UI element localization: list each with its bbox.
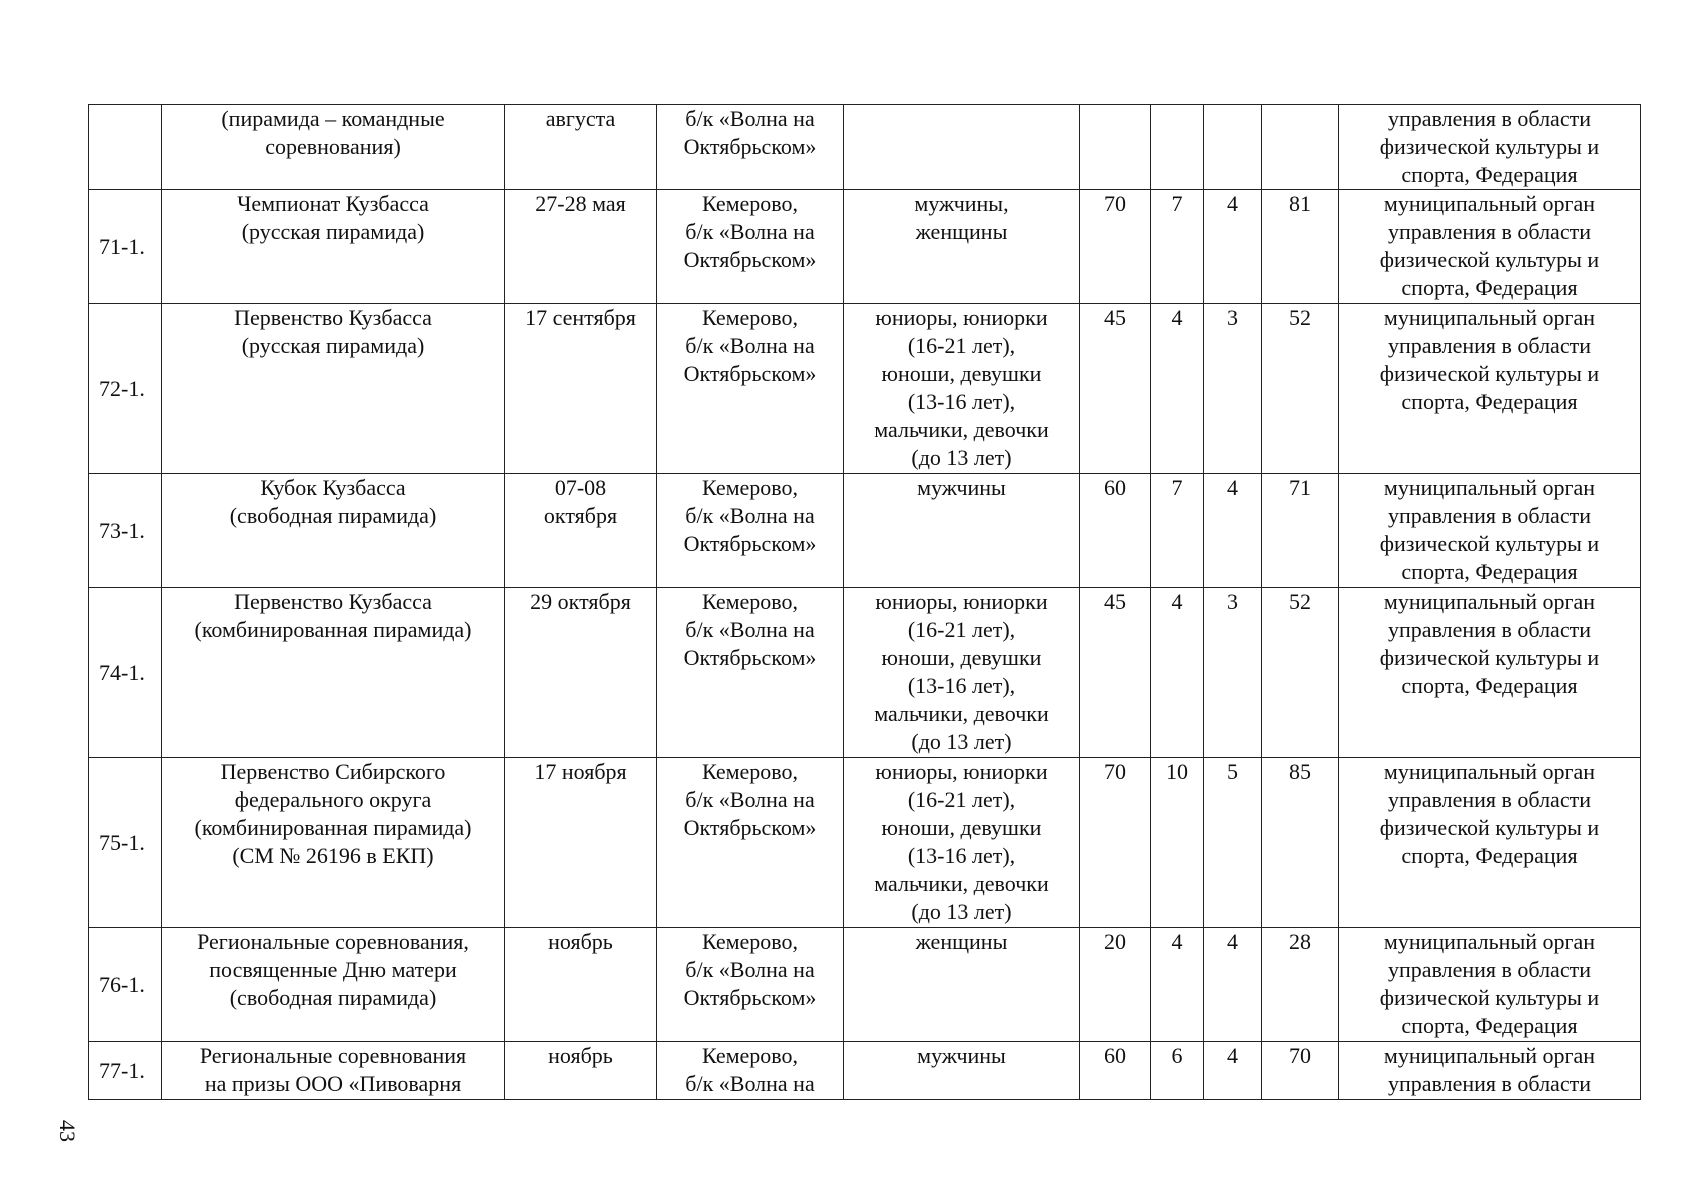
cell-text-line: физической культуры и	[1379, 815, 1600, 840]
cell-text-line: Региональные соревнования	[199, 1043, 467, 1068]
cell-text-line: Октябрьском»	[683, 247, 817, 272]
cell-text-line: Октябрьском»	[683, 985, 817, 1010]
athletes-count-cell: 20	[1080, 928, 1151, 1042]
cell-text-line: (16-21 лет),	[907, 617, 1016, 642]
athletes-count-cell: 60	[1080, 474, 1151, 588]
cell-text-line: посвященные Дню матери	[209, 957, 457, 982]
cell-text-line: 27-28 мая	[535, 191, 626, 216]
coaches-count-cell: 4	[1151, 588, 1204, 758]
cell-text-line: муниципальный орган	[1383, 759, 1596, 784]
total-count-cell: 52	[1262, 588, 1339, 758]
cell-text-line: федерального округа	[234, 787, 432, 812]
participants-cell	[844, 588, 1080, 758]
cell-text-line: (свободная пирамида)	[229, 985, 437, 1010]
cell-text-line: Региональные соревнования,	[197, 929, 469, 954]
cell-text-line: б/к «Волна на	[685, 219, 815, 244]
total-count-cell: 70	[1262, 1042, 1339, 1100]
cell-text-line: б/к «Волна на	[685, 503, 815, 528]
event-name-cell	[162, 928, 505, 1042]
total-count-cell	[1262, 105, 1339, 190]
cell-text-line: Первенство Сибирского	[220, 759, 446, 784]
cell-text-line: Кемерово,	[701, 589, 799, 614]
coaches-count-cell: 6	[1151, 1042, 1204, 1100]
participants-cell	[844, 190, 1080, 304]
cell-text-line: (до 13 лет)	[911, 729, 1012, 754]
event-name-cell	[162, 190, 505, 304]
cell-text-line: Октябрьском»	[683, 361, 817, 386]
cell-text-line: управления в области	[1388, 503, 1591, 528]
cell-text-line: (русская пирамида)	[241, 219, 425, 244]
cell-text-line: мальчики, девочки	[874, 871, 1049, 896]
cell-text-line: (до 13 лет)	[911, 445, 1012, 470]
participants-cell	[844, 105, 1080, 190]
event-date-cell	[505, 304, 657, 474]
cell-text-line: б/к «Волна на	[685, 617, 815, 642]
event-date-cell	[505, 588, 657, 758]
cell-text-line: юниоры, юниорки	[875, 589, 1048, 614]
cell-text-line: физической культуры и	[1379, 645, 1600, 670]
coaches-count-cell	[1151, 105, 1204, 190]
event-name-cell	[162, 588, 505, 758]
row-number-cell	[89, 105, 162, 190]
cell-text-line: спорта, Федерация	[1401, 389, 1578, 414]
cell-text-line: муниципальный орган	[1383, 305, 1596, 330]
event-date-cell	[505, 1042, 657, 1100]
responsible-org-cell	[1339, 190, 1641, 304]
cell-text-line: муниципальный орган	[1383, 589, 1596, 614]
cell-text-line: (русская пирамида)	[241, 333, 425, 358]
table-row	[89, 105, 1641, 190]
row-number-cell: 72-1.	[89, 304, 162, 474]
cell-text-line: (13-16 лет),	[907, 843, 1016, 868]
cell-text-line: Первенство Кузбасса	[234, 305, 432, 330]
event-place-cell	[657, 190, 844, 304]
cell-text-line: (свободная пирамида)	[229, 503, 437, 528]
cell-text-line: спорта, Федерация	[1401, 1013, 1578, 1038]
cell-text-line: Кемерово,	[701, 759, 799, 784]
cell-text-line: на призы ООО «Пивоварня	[204, 1071, 462, 1096]
event-place-cell	[657, 105, 844, 190]
total-count-cell: 85	[1262, 758, 1339, 928]
event-date-cell	[505, 105, 657, 190]
cell-text-line: юноши, девушки	[881, 815, 1042, 840]
event-place-cell	[657, 474, 844, 588]
table-row	[89, 758, 1641, 928]
responsible-org-cell	[1339, 304, 1641, 474]
cell-text-line: женщины	[915, 929, 1008, 954]
judges-count-cell: 4	[1204, 1042, 1262, 1100]
cell-text-line: физической культуры и	[1379, 531, 1600, 556]
total-count-cell: 71	[1262, 474, 1339, 588]
cell-text-line: юниоры, юниорки	[875, 759, 1048, 784]
judges-count-cell: 4	[1204, 190, 1262, 304]
event-name-cell	[162, 304, 505, 474]
cell-text-line: управления в области	[1388, 106, 1591, 131]
judges-count-cell: 3	[1204, 304, 1262, 474]
row-number-cell: 74-1.	[89, 588, 162, 758]
cell-text-line: августа	[545, 106, 616, 131]
cell-text-line: Октябрьском»	[683, 645, 817, 670]
responsible-org-cell	[1339, 758, 1641, 928]
event-date-cell	[505, 928, 657, 1042]
cell-text-line: мальчики, девочки	[874, 417, 1049, 442]
responsible-org-cell	[1339, 474, 1641, 588]
coaches-count-cell: 4	[1151, 928, 1204, 1042]
cell-text-line: (комбинированная пирамида)	[194, 815, 472, 840]
cell-text-line: б/к «Волна на	[685, 106, 815, 131]
athletes-count-cell: 45	[1080, 304, 1151, 474]
judges-count-cell: 5	[1204, 758, 1262, 928]
cell-text-line: (13-16 лет),	[907, 389, 1016, 414]
event-name-cell	[162, 1042, 505, 1100]
cell-text-line: юниоры, юниорки	[875, 305, 1048, 330]
athletes-count-cell	[1080, 105, 1151, 190]
cell-text-line: физической культуры и	[1379, 247, 1600, 272]
athletes-count-cell: 60	[1080, 1042, 1151, 1100]
event-place-cell	[657, 758, 844, 928]
table-row	[89, 588, 1641, 758]
cell-text-line: мужчины	[917, 1043, 1006, 1068]
coaches-count-cell: 7	[1151, 474, 1204, 588]
cell-text-line: октября	[543, 503, 618, 528]
row-number-cell: 73-1.	[89, 474, 162, 588]
event-name-cell	[162, 105, 505, 190]
table-row	[89, 474, 1641, 588]
event-place-cell	[657, 304, 844, 474]
cell-text-line: ноябрь	[548, 929, 613, 954]
judges-count-cell: 4	[1204, 928, 1262, 1042]
participants-cell	[844, 1042, 1080, 1100]
cell-text-line: 29 октября	[530, 589, 631, 614]
cell-text-line: Чемпионат Кузбасса	[237, 191, 429, 216]
participants-cell	[844, 474, 1080, 588]
cell-text-line: юноши, девушки	[881, 361, 1042, 386]
cell-text-line: Кемерово,	[701, 475, 799, 500]
total-count-cell: 81	[1262, 190, 1339, 304]
cell-text-line: Кемерово,	[701, 191, 799, 216]
cell-text-line: Октябрьском»	[683, 134, 817, 159]
cell-text-line: (СМ № 26196 в ЕКП)	[232, 843, 434, 868]
cell-text-line: спорта, Федерация	[1401, 162, 1578, 187]
table-row	[89, 304, 1641, 474]
event-place-cell	[657, 928, 844, 1042]
cell-text-line: 17 сентября	[525, 305, 636, 330]
cell-text-line: 17 ноября	[534, 759, 627, 784]
cell-text-line: управления в области	[1388, 1071, 1591, 1096]
event-place-cell	[657, 588, 844, 758]
cell-text-line: управления в области	[1388, 219, 1591, 244]
row-number-cell: 77-1.	[89, 1042, 162, 1100]
cell-text-line: б/к «Волна на	[685, 1071, 815, 1096]
table-row	[89, 928, 1641, 1042]
cell-text-line: спорта, Федерация	[1401, 559, 1578, 584]
cell-text-line: (до 13 лет)	[911, 899, 1012, 924]
cell-text-line: муниципальный орган	[1383, 1043, 1596, 1068]
judges-count-cell: 4	[1204, 474, 1262, 588]
coaches-count-cell: 7	[1151, 190, 1204, 304]
cell-text-line: б/к «Волна на	[685, 333, 815, 358]
cell-text-line: муниципальный орган	[1383, 929, 1596, 954]
cell-text-line: муниципальный орган	[1383, 191, 1596, 216]
cell-text-line: спорта, Федерация	[1401, 673, 1578, 698]
coaches-count-cell: 10	[1151, 758, 1204, 928]
athletes-count-cell: 70	[1080, 190, 1151, 304]
cell-text-line: (16-21 лет),	[907, 787, 1016, 812]
cell-text-line: мужчины,	[914, 191, 1009, 216]
cell-text-line: мальчики, девочки	[874, 701, 1049, 726]
event-date-cell	[505, 758, 657, 928]
total-count-cell: 28	[1262, 928, 1339, 1042]
event-date-cell	[505, 190, 657, 304]
row-number-cell: 75-1.	[89, 758, 162, 928]
event-date-cell	[505, 474, 657, 588]
cell-text-line: Кубок Кузбасса	[260, 475, 406, 500]
cell-text-line: женщины	[915, 219, 1008, 244]
cell-text-line: управления в области	[1388, 957, 1591, 982]
cell-text-line: соревнования)	[265, 134, 401, 159]
responsible-org-cell	[1339, 588, 1641, 758]
cell-text-line: ноябрь	[548, 1043, 613, 1068]
cell-text-line: б/к «Волна на	[685, 957, 815, 982]
cell-text-line: муниципальный орган	[1383, 475, 1596, 500]
row-number-cell: 76-1.	[89, 928, 162, 1042]
table-row	[89, 190, 1641, 304]
cell-text-line: физической культуры и	[1379, 134, 1600, 159]
athletes-count-cell: 45	[1080, 588, 1151, 758]
cell-text-line: физической культуры и	[1379, 985, 1600, 1010]
table-row	[89, 1042, 1641, 1100]
event-name-cell	[162, 474, 505, 588]
cell-text-line: мужчины	[917, 475, 1006, 500]
cell-text-line: б/к «Волна на	[685, 787, 815, 812]
cell-text-line: (комбинированная пирамида)	[194, 617, 472, 642]
page-number: 43	[55, 1120, 80, 1142]
participants-cell	[844, 758, 1080, 928]
cell-text-line: физической культуры и	[1379, 361, 1600, 386]
cell-text-line: Октябрьском»	[683, 531, 817, 556]
row-number-cell: 71-1.	[89, 190, 162, 304]
athletes-count-cell: 70	[1080, 758, 1151, 928]
coaches-count-cell: 4	[1151, 304, 1204, 474]
cell-text-line: юноши, девушки	[881, 645, 1042, 670]
cell-text-line: спорта, Федерация	[1401, 275, 1578, 300]
cell-text-line: 07-08	[554, 475, 607, 500]
responsible-org-cell	[1339, 928, 1641, 1042]
judges-count-cell: 3	[1204, 588, 1262, 758]
events-table	[88, 104, 1641, 1100]
cell-text-line: (пирамида – командные	[221, 106, 445, 131]
judges-count-cell	[1204, 105, 1262, 190]
event-place-cell	[657, 1042, 844, 1100]
cell-text-line: управления в области	[1388, 617, 1591, 642]
cell-text-line: спорта, Федерация	[1401, 843, 1578, 868]
cell-text-line: Октябрьском»	[683, 815, 817, 840]
responsible-org-cell	[1339, 105, 1641, 190]
cell-text-line: управления в области	[1388, 787, 1591, 812]
responsible-org-cell	[1339, 1042, 1641, 1100]
cell-text-line: (16-21 лет),	[907, 333, 1016, 358]
cell-text-line: Кемерово,	[701, 305, 799, 330]
participants-cell	[844, 304, 1080, 474]
event-name-cell	[162, 758, 505, 928]
participants-cell	[844, 928, 1080, 1042]
cell-text-line: Кемерово,	[701, 1043, 799, 1068]
cell-text-line: Кемерово,	[701, 929, 799, 954]
total-count-cell: 52	[1262, 304, 1339, 474]
cell-text-line: (13-16 лет),	[907, 673, 1016, 698]
cell-text-line: Первенство Кузбасса	[234, 589, 432, 614]
cell-text-line: управления в области	[1388, 333, 1591, 358]
